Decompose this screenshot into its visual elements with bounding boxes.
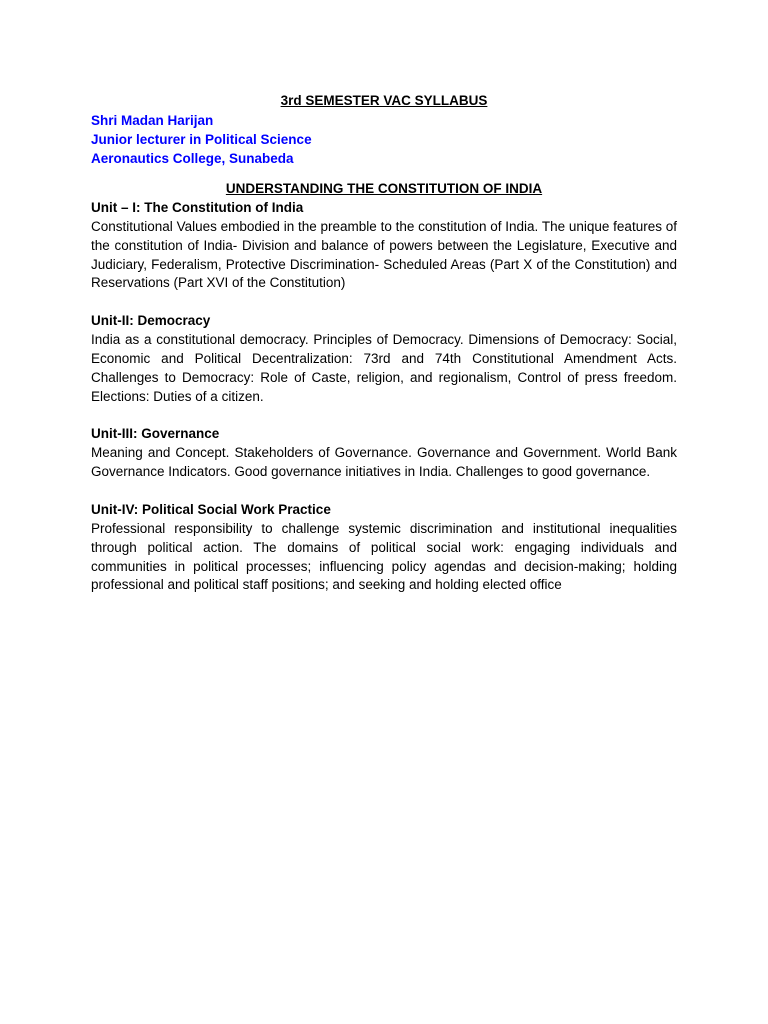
unit-2-section [91,312,677,406]
unit-1-heading: Unit – I: The Constitution of India [91,200,304,215]
unit-1-body: Constitutional Values embodied in the preamble to the constitution of India. The unique features of the constitution of India- Division and balance of powers between the Legislature, Executive and Judiciary, Federalism, Protective Discrimination- Scheduled Areas (Part X of the Constitution) and Reservations (Part XVI of the Constitution) [91,219,677,291]
unit-4-section [91,501,677,595]
unit-3-section [91,425,677,482]
author-block [91,111,677,168]
unit-2-heading: Unit-II: Democracy [91,313,211,329]
unit-2-body: India as a constitutional democracy. Principles of Democracy. Dimensions of Democracy: Social, Economic and Political Decentralization: 73rd and 74th Constitutional Amendment Acts. Challenges to Democracy: Role of Caste, religion, and regionalism, Control of press freedom. Elections: Duties of a citizen. [91,332,677,404]
document-title: 3rd SEMESTER VAC SYLLABUS [280,93,488,108]
author-designation: Junior lecturer in Political Science [91,132,312,147]
syllabus-content [91,92,677,614]
author-name: Shri Madan Harijan [91,113,214,128]
unit-3-heading: Unit-III: Governance [91,426,220,442]
author-institution: Aeronautics College, Sunabeda [91,151,294,166]
unit-3-body: Meaning and Concept. Stakeholders of Governance. Governance and Government. World Bank Governance Indicators. Good governance initiatives in India. Challenges to good governance. [91,445,677,480]
unit-4-body: Professional responsibility to challenge systemic discrimination and institutional inequalities through political action. The domains of political social work: engaging individuals and communities in political processes; influencing policy agendas and decision-making; holding professional and political staff positions; and seeking and holding elected office [91,520,677,593]
unit-4-heading: Unit-IV: Political Social Work Practice [91,501,331,517]
unit-1-section [91,199,677,293]
course-title: UNDERSTANDING THE CONSTITUTION OF INDIA [225,181,543,196]
